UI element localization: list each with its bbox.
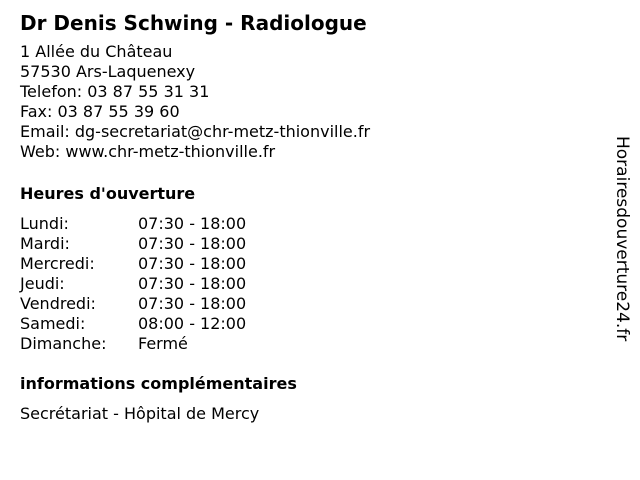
hours-time-value: 07:30 - 18:00 [138, 254, 247, 273]
hours-row-monday [20, 214, 280, 234]
hours-time-value: 08:00 - 12:00 [138, 314, 247, 333]
phone-number: Telefon: 03 87 55 31 31 [20, 82, 210, 101]
address-city: 57530 Ars-Laquenexy [20, 62, 196, 81]
hours-time-value: 07:30 - 18:00 [138, 234, 247, 253]
hours-time-value: 07:30 - 18:00 [138, 214, 247, 233]
page-title: Dr Denis Schwing - Radiologue [20, 11, 367, 35]
contact-info [20, 42, 370, 162]
hours-row-friday [20, 294, 280, 314]
hours-day-label: Samedi: [20, 314, 86, 333]
hours-row-tuesday [20, 234, 280, 254]
hours-time-value: Fermé [138, 334, 188, 353]
hours-time-value: 07:30 - 18:00 [138, 294, 247, 313]
fax-number: Fax: 03 87 55 39 60 [20, 102, 180, 121]
hours-day-label: Lundi: [20, 214, 69, 233]
additional-info-text: Secrétariat - Hôpital de Mercy [20, 404, 260, 423]
address-street: 1 Allée du Château [20, 42, 173, 61]
hours-day-label: Mercredi: [20, 254, 95, 273]
hours-day-label: Jeudi: [20, 274, 65, 293]
hours-day-label: Vendredi: [20, 294, 96, 313]
hours-day-label: Mardi: [20, 234, 70, 253]
opening-hours-table [20, 214, 280, 354]
website-url: Web: www.chr-metz-thionville.fr [20, 142, 276, 161]
hours-row-thursday [20, 274, 280, 294]
hours-day-label: Dimanche: [20, 334, 107, 353]
hours-row-wednesday [20, 254, 280, 274]
opening-hours-heading: Heures d'ouverture [20, 184, 196, 203]
hours-row-sunday [20, 334, 280, 354]
additional-info-heading: informations complémentaires [20, 374, 297, 393]
hours-time-value: 07:30 - 18:00 [138, 274, 247, 293]
email-address: Email: dg-secretariat@chr-metz-thionville.fr [20, 122, 371, 141]
hours-row-saturday [20, 314, 280, 334]
site-watermark: Horairesdouverture24.fr [612, 136, 632, 342]
